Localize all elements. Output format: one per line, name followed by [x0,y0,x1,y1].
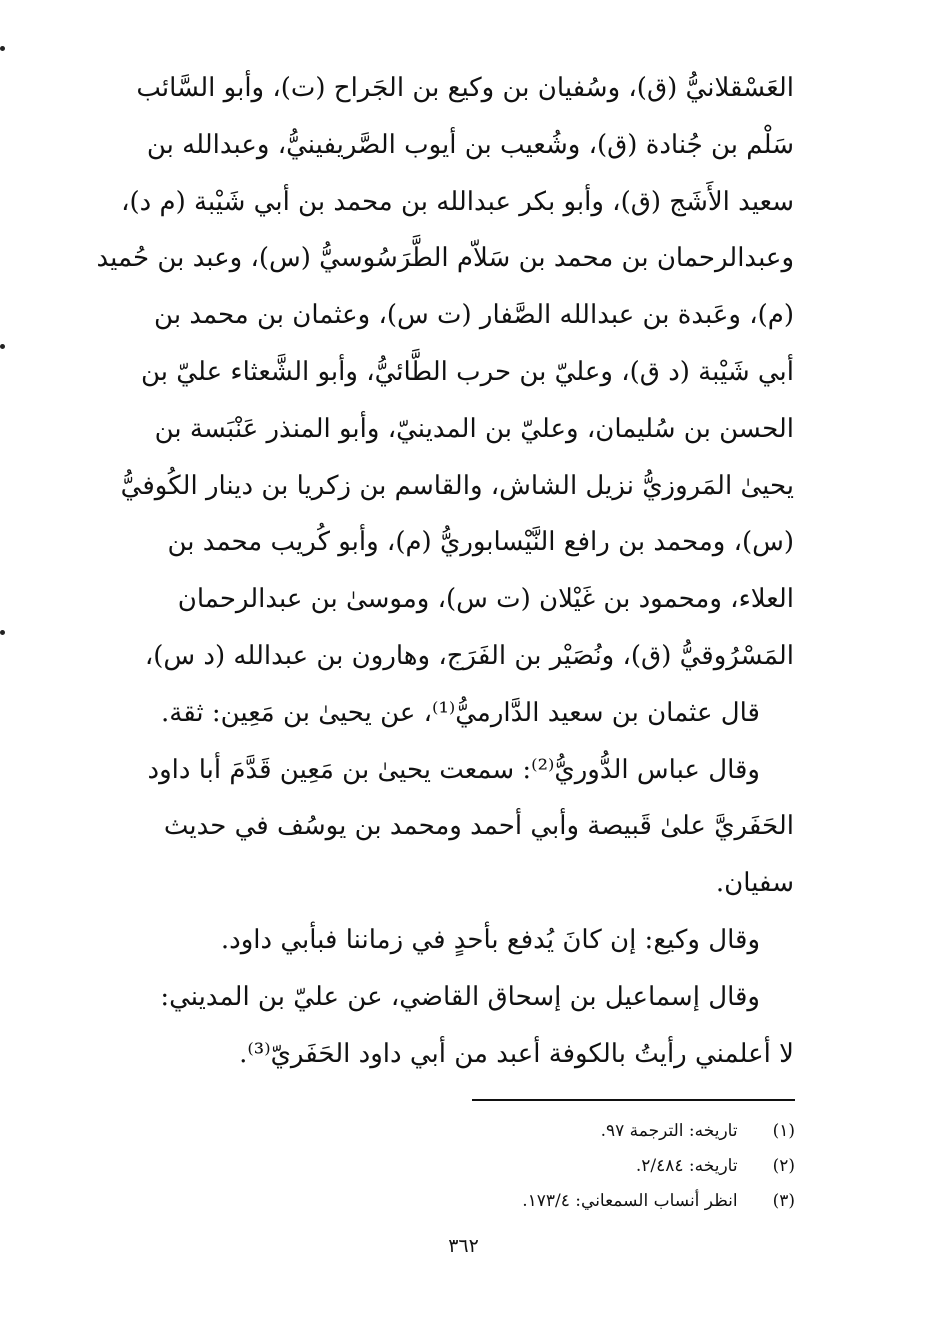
footnote-number: (١) [772,1121,795,1141]
footnote-text: تاريخه: الترجمة ٩٧. [600,1121,738,1141]
footnote [395,1149,795,1184]
text-line: العَسْقلانيُّ (ق)، وسُفيان بن وكيع بن الجَراح (ت)، وأبو السَّائب [136,73,794,103]
paragraph-line: وقال وكيع: إن كانَ يُدفع بأحدٍ في زماننا فبأبي داود. [220,924,760,955]
text-line: (م)، وعَبدة بن عبدالله الصَّفار (ت س)، وعثمان بن محمد بن [154,300,794,331]
footnote [395,1184,795,1219]
text-line: الحسن بن سُليمان، وعليّ بن المدينيّ، وأبو المنذر عَنْبَسة بن [154,413,794,444]
footnotes [395,1114,795,1219]
margin-mark [0,630,5,635]
footnote-number: (٣) [772,1191,795,1211]
text-line: وعبدالرحمان بن محمد بن سَلاّم الطَّرَسُوسيُّ (س)، وعبد بن حُميد [96,243,794,274]
text-line: أبي شَيْبة (د ق)، وعليّ بن حرب الطَّائيُّ، وأبو الشَّعثاء عليّ بن [141,356,794,387]
paragraph-line: وقال إسماعيل بن إسحاق القاضي، عن عليّ بن المديني: [160,981,760,1012]
footnote-number: (٢) [772,1156,795,1176]
text-line: لا أعلمني رأيتُ بالكوفة أعبد من أبي داود الحَفَريّ⁽³⁾. [239,1038,794,1069]
footnote [395,1114,795,1149]
text-line: سَلْم بن جُنادة (ق)، وشُعيب بن أيوب الصَّريفينيُّ، وعبدالله بن [146,129,794,160]
text-line: يحيىٰ المَروزيُّ نزيل الشاش، والقاسم بن زكريا بن دينار الكُوفيُّ [120,470,794,501]
margin-mark [0,46,5,51]
main-text [92,60,794,1082]
paragraph-line: قال عثمان بن سعيد الدَّارميُّ⁽¹⁾، عن يحيىٰ بن مَعِين: ثقة. [161,697,760,728]
text-line: المَسْرُوقيُّ (ق)، ونُصَيْر بن الفَرَج، وهارون بن عبدالله (د س)، [144,640,794,671]
footnote-text: انظر أنساب السمعاني: ١٧٣/٤. [522,1191,738,1211]
text-line: العلاء، ومحمود بن غَيْلان (ت س)، وموسىٰ بن عبدالرحمان [177,584,794,615]
text-line: (س)، ومحمد بن رافع النَّيْسابوريُّ (م)، وأبو كُريب محمد بن [167,527,794,558]
paragraph-line: وقال عباس الدُّوريُّ⁽²⁾: سمعت يحيىٰ بن مَعِين قَدَّمَ أبا داود [147,754,760,785]
footnote-divider [472,1099,795,1101]
margin-mark [0,344,5,349]
footnote-text: تاريخه: ٢/٤٨٤. [635,1156,738,1176]
text-line: سفيان. [715,868,794,899]
page-number: ٣٦٢ [448,1235,479,1257]
text-line: الحَفَريَّ علىٰ قَبيصة وأبي أحمد ومحمد بن يوسُف في حديث [163,811,794,842]
text-line: سعيد الأَشَج (ق)، وأبو بكر عبدالله بن محمد بن أبي شَيْبة (م د)، [121,186,794,217]
